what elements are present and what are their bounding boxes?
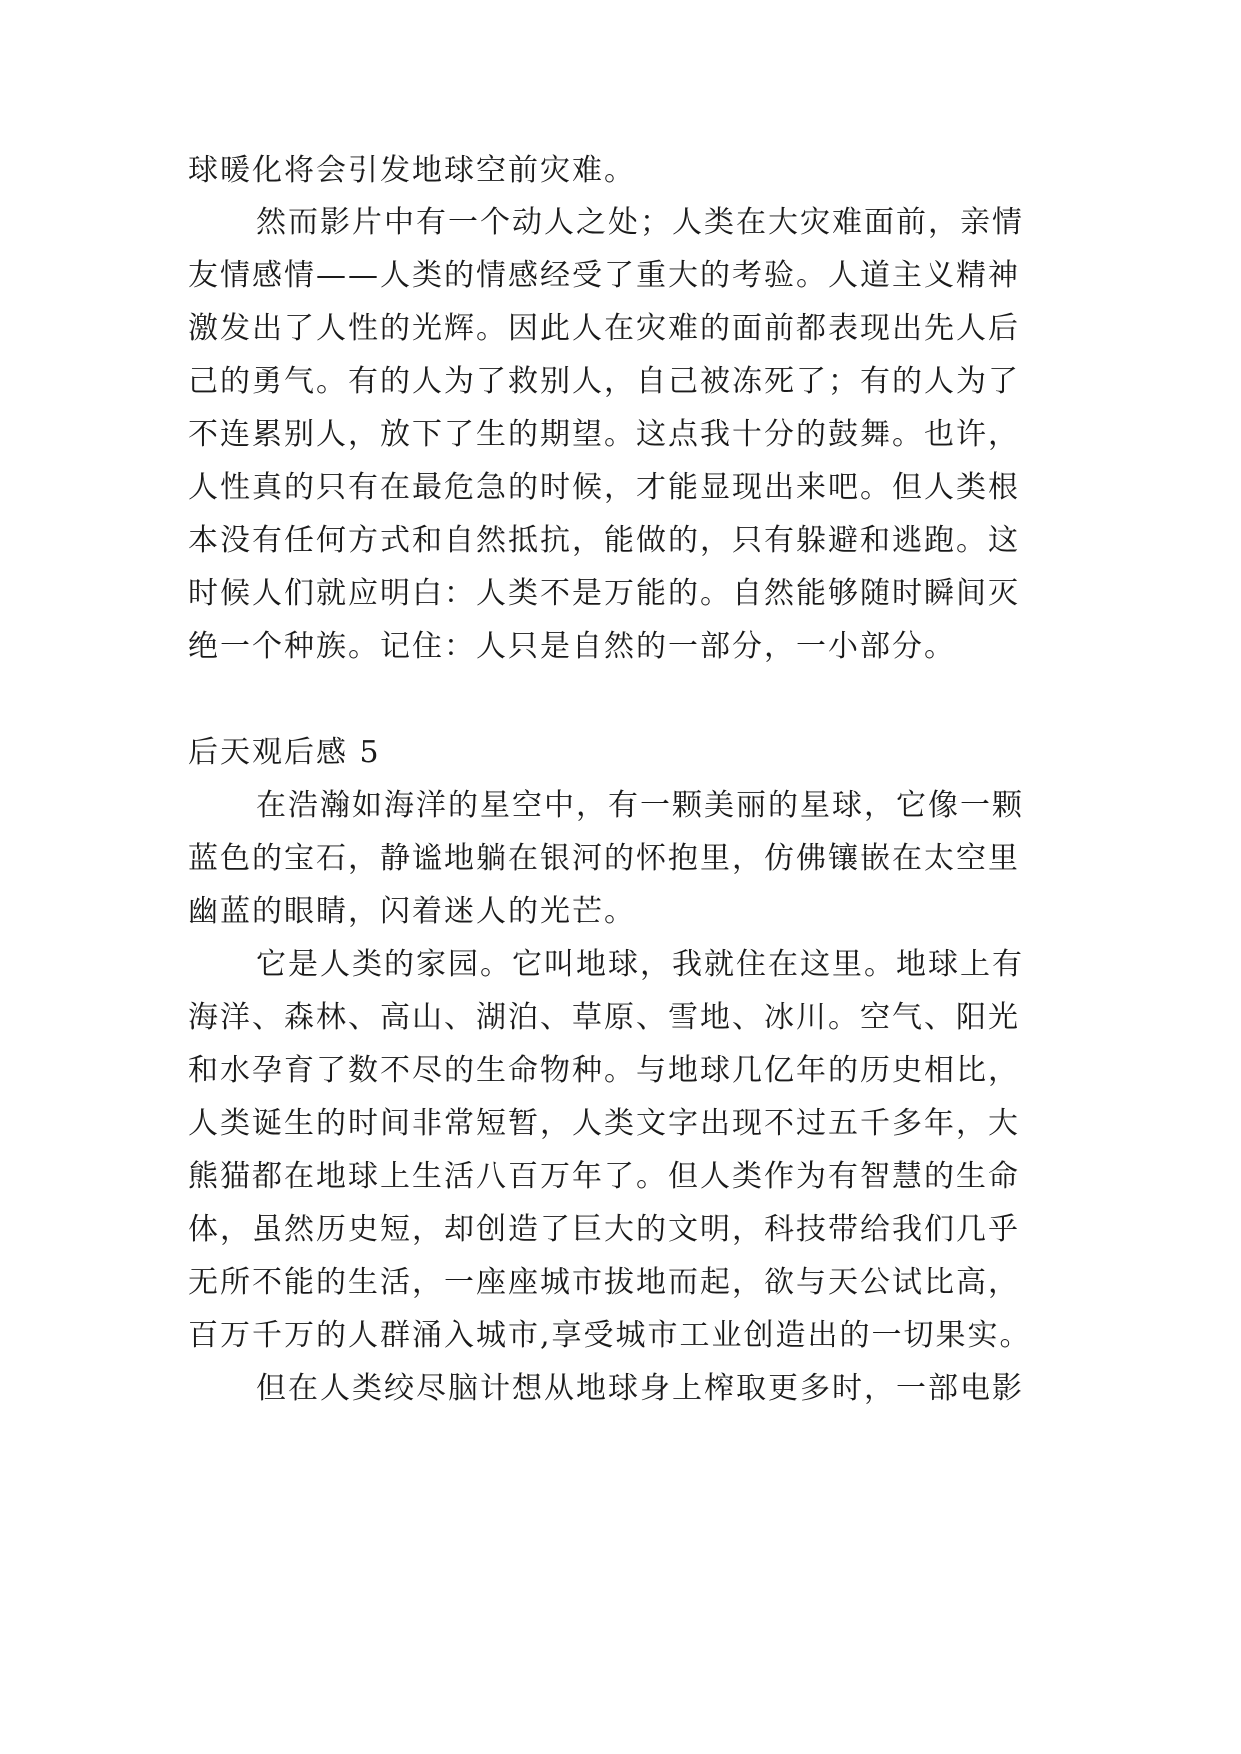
text-line: 人类诞生的时间非常短暂，人类文字出现不过五千多年，大 bbox=[188, 1106, 1020, 1141]
text-line: 百万千万的人群涌入城市,享受城市工业创造出的一切果实。 bbox=[188, 1318, 1032, 1353]
paragraph-first-line: 然而影片中有一个动人之处；人类在大灾难面前，亲情 bbox=[256, 205, 1024, 240]
paragraph-first-line: 它是人类的家园。它叫地球，我就住在这里。地球上有 bbox=[256, 947, 1024, 982]
text-line: 本没有任何方式和自然抵抗，能做的，只有躲避和逃跑。这 bbox=[188, 523, 1020, 558]
text-line: 海洋、森林、高山、湖泊、草原、雪地、冰川。空气、阳光 bbox=[188, 1000, 1020, 1035]
text-line: 激发出了人性的光辉。因此人在灾难的面前都表现出先人后 bbox=[188, 311, 1020, 346]
paragraph-first-line: 但在人类绞尽脑计想从地球身上榨取更多时，一部电影 bbox=[256, 1371, 1024, 1406]
text-line: 蓝色的宝石，静谧地躺在银河的怀抱里，仿佛镶嵌在太空里 bbox=[188, 841, 1020, 876]
paragraph-first-line: 在浩瀚如海洋的星空中，有一颗美丽的星球，它像一颗 bbox=[256, 788, 1024, 823]
text-line: 无所不能的生活，一座座城市拔地而起，欲与天公试比高， bbox=[188, 1265, 1020, 1300]
text-line: 体，虽然历史短，却创造了巨大的文明，科技带给我们几乎 bbox=[188, 1212, 1020, 1247]
text-line: 球暖化将会引发地球空前灾难。 bbox=[188, 153, 636, 188]
text-line: 绝一个种族。记住：人只是自然的一部分，一小部分。 bbox=[188, 629, 956, 664]
text-line: 人性真的只有在最危急的时候，才能显现出来吧。但人类根 bbox=[188, 470, 1020, 505]
section-heading: 后天观后感 5 bbox=[188, 735, 381, 770]
text-line: 和水孕育了数不尽的生命物种。与地球几亿年的历史相比， bbox=[188, 1053, 1020, 1088]
text-line: 熊猫都在地球上生活八百万年了。但人类作为有智慧的生命 bbox=[188, 1159, 1020, 1194]
text-line: 友情感情——人类的情感经受了重大的考验。人道主义精神 bbox=[188, 258, 1020, 293]
text-line: 幽蓝的眼睛，闪着迷人的光芒。 bbox=[188, 894, 636, 929]
text-line: 时候人们就应明白：人类不是万能的。自然能够随时瞬间灭 bbox=[188, 576, 1020, 611]
text-line: 己的勇气。有的人为了救别人，自己被冻死了；有的人为了 bbox=[188, 364, 1020, 399]
text-line: 不连累别人，放下了生的期望。这点我十分的鼓舞。也许， bbox=[188, 417, 1020, 452]
